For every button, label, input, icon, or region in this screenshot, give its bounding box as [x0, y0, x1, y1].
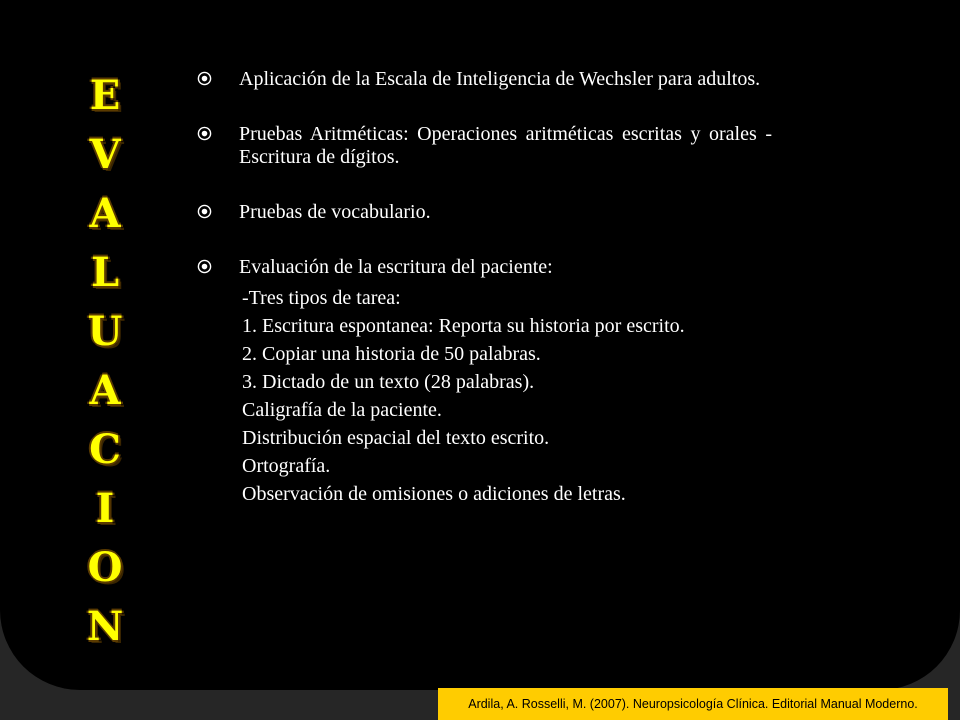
title-letter: V — [89, 131, 121, 178]
bullet-text: Aplicación de la Escala de Inteligencia de Wechsler para adultos. — [239, 68, 761, 90]
circled-dot-icon — [197, 204, 212, 219]
sub-item — [196, 315, 772, 338]
sub-item-text: 1. Escritura espontanea: Reporta su historia por escrito. — [242, 315, 685, 337]
sub-item: Caligrafía de la paciente. — [242, 399, 442, 421]
content-body — [196, 68, 772, 506]
circled-dot-icon — [197, 126, 212, 141]
sub-item: Distribución espacial del texto escrito. — [242, 427, 550, 449]
bullet-text: Pruebas Aritméticas: Operaciones aritméticas escritas y orales - Escritura de dígitos. — [239, 123, 772, 168]
sub-item: Ortografía. — [242, 455, 331, 477]
circled-dot-icon — [197, 259, 212, 274]
bullet-item — [196, 123, 772, 169]
bullet-item — [196, 201, 772, 224]
title-letter: O — [87, 544, 123, 591]
sub-item: 2. Copiar una historia de 50 palabras. — [242, 343, 541, 365]
bullet-text: Evaluación de la escritura del paciente: — [239, 256, 553, 278]
title-letter: U — [87, 308, 123, 355]
title-letter: E — [89, 72, 121, 119]
title-letter: A — [89, 367, 121, 414]
title-letter: A — [89, 190, 121, 237]
citation-box: Ardila, A. Rosselli, M. (2007). Neuropsicología Clínica. Editorial Manual Moderno. — [438, 688, 948, 720]
bullet-text: Pruebas de vocabulario. — [239, 201, 431, 223]
circled-dot-icon — [197, 71, 212, 86]
sub-item: 3. Dictado de un texto (28 palabras). — [242, 371, 535, 393]
bullet-item — [196, 68, 772, 91]
title-letter: C — [89, 426, 121, 473]
bullet-item — [196, 256, 772, 279]
sub-item: -Tres tipos de tarea: — [242, 287, 401, 309]
title-letter: N — [86, 603, 124, 650]
vertical-title — [64, 66, 146, 656]
sub-item: Observación de omisiones o adiciones de letras. — [242, 483, 626, 505]
title-letter: I — [95, 485, 115, 532]
title-letter: L — [90, 249, 120, 296]
